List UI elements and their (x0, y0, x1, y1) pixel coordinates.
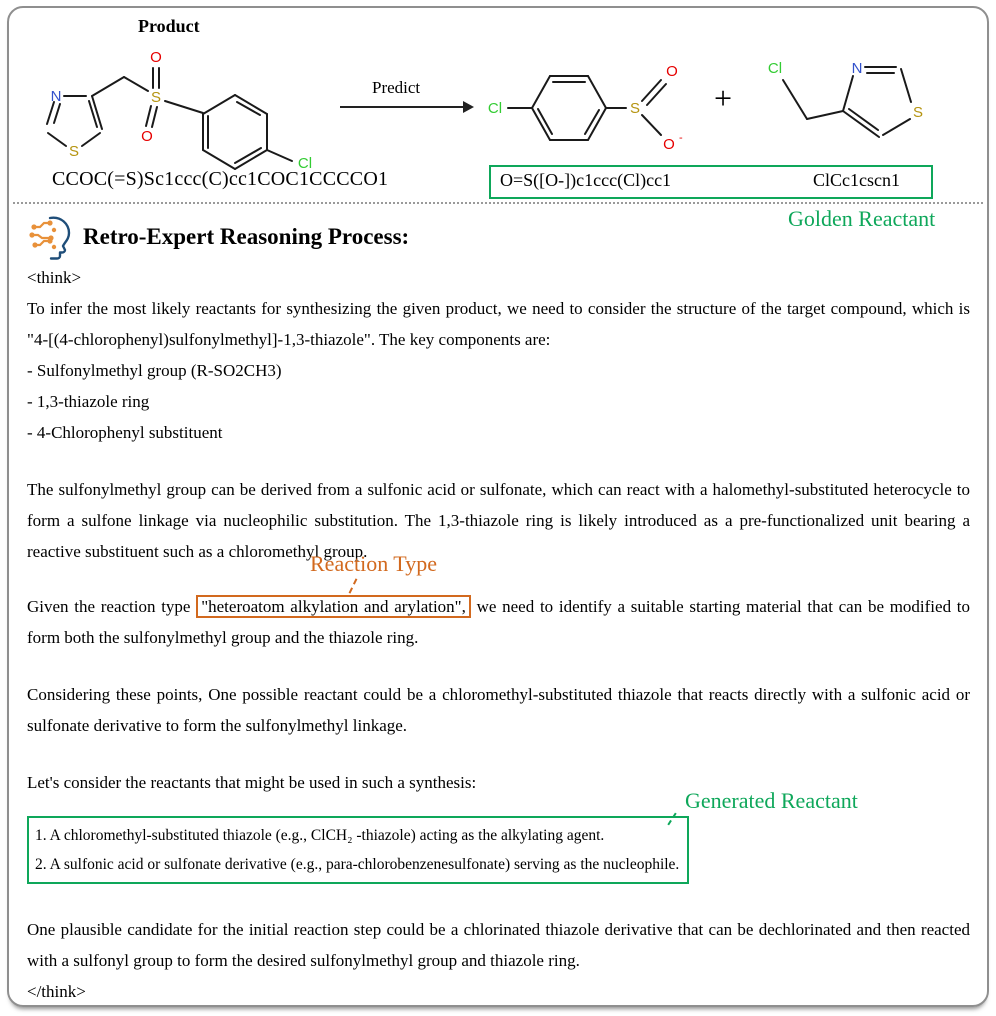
atom-sulfonyl-s: S (150, 89, 162, 106)
generated-reactant-box (27, 816, 689, 884)
reasoning-paragraph-5: Let's consider the reactants that might be used in such a synthesis: (27, 773, 477, 792)
generated-reactant-text: Generated Reactant (685, 788, 858, 813)
atom-o-bottom: O (141, 128, 153, 145)
atom-o-top: O (666, 63, 678, 80)
golden-reactant-smiles-1: O=S([O-])c1ccc(Cl)cc1 (500, 170, 672, 190)
think-close-tag: </think> (27, 982, 86, 1001)
predict-arrow (340, 106, 465, 108)
product-smiles: CCOC(=S)Sc1ccc(C)cc1COC1CCCCO1 (52, 168, 389, 190)
atom-cl: Cl (767, 60, 783, 77)
reactant2-molecule (750, 42, 970, 162)
atom-cl: Cl (297, 155, 313, 172)
key-component-2: - 1,3-thiazole ring (27, 392, 150, 411)
reasoning-paragraph-1: To infer the most likely reactants for synthesizing the given product, we need to consider the structure of the target compound, which is "4-[(4-chlorophenyl)sulfonylmethyl]-1,3-thiazole". The key components are: (27, 299, 970, 349)
generated-reactant-item-1: 1. A chloromethyl-substituted thiazole (e.g., ClCH₂ -thiazole) acting as the alkylating agent. (35, 827, 605, 844)
golden-reactant-label: Golden Reactant (788, 206, 936, 231)
atom-n: N (851, 60, 863, 77)
product-label: Product (138, 16, 200, 36)
plus-sign: + (714, 80, 733, 116)
atom-ring-s: S (68, 143, 80, 160)
predict-label: Predict (372, 78, 421, 97)
think-open-tag: <think> (27, 268, 82, 287)
atom-cl: Cl (487, 100, 503, 117)
atom-s: S (912, 104, 924, 121)
brain-circuit-head-icon (27, 213, 75, 261)
golden-reactant-smiles-2: ClCc1cscn1 (813, 170, 900, 190)
reasoning-paragraph-3 (27, 591, 970, 653)
reasoning-paragraph-6: One plausible candidate for the initial reaction step could be a chlorinated thiazole derivative that can be dechlorinated and then reacted with a sulfonyl group to form the desired sulfonylmethyl group and thiazole ring. (27, 920, 970, 970)
reaction-type-label (310, 551, 437, 577)
reasoning-paragraph-2: The sulfonylmethyl group can be derived from a sulfonic acid or sulfonate, which can react with a halomethyl-substituted heterocycle to form a sulfone linkage via nucleophilic substitution. The 1,3-thiazole ring is likely introduced as a pre-functionalized unit bearing a reactive substituent such as a chloromethyl group. (27, 480, 970, 561)
reactant1-molecule (481, 52, 703, 160)
atom-n: N (50, 88, 62, 105)
atom-o-top: O (150, 49, 162, 66)
reasoning-title: Retro-Expert Reasoning Process: (83, 224, 410, 249)
reasoning-header (27, 212, 970, 262)
reasoning-section (10, 204, 986, 1006)
reasoning-paragraph-4: Considering these points, One possible reactant could be a chloromethyl-substituted thiazole that reacts directly with a sulfonic acid or sulfonate derivative to form the sulfonylmethyl linkage. (27, 685, 970, 735)
charge-minus: - (679, 132, 683, 144)
atom-s: S (629, 100, 641, 117)
p3-after: we need to identify a suitable starting material that can be modified to form both the sulfonylmethyl group and the thiazole ring. (27, 597, 971, 647)
atom-o-minus: O (663, 136, 675, 153)
generated-reactant-label (685, 788, 858, 814)
reaction-type-highlight: "heteroatom alkylation and arylation", (196, 595, 471, 618)
product-molecule (28, 44, 343, 172)
p3-before: Given the reaction type (27, 597, 197, 616)
generated-reactant-item-2: 2. A sulfonic acid or sulfonate derivative (e.g., para-chlorobenzenesulfonate) serving as the nucleophile. (35, 856, 680, 873)
predict-arrow-head (463, 101, 474, 113)
reaction-type-text: Reaction Type (310, 551, 437, 576)
golden-reactant-box (489, 165, 933, 199)
key-component-1: - Sulfonylmethyl group (R-SO2CH3) (27, 361, 282, 380)
key-component-3: - 4-Chlorophenyl substituent (27, 423, 223, 442)
